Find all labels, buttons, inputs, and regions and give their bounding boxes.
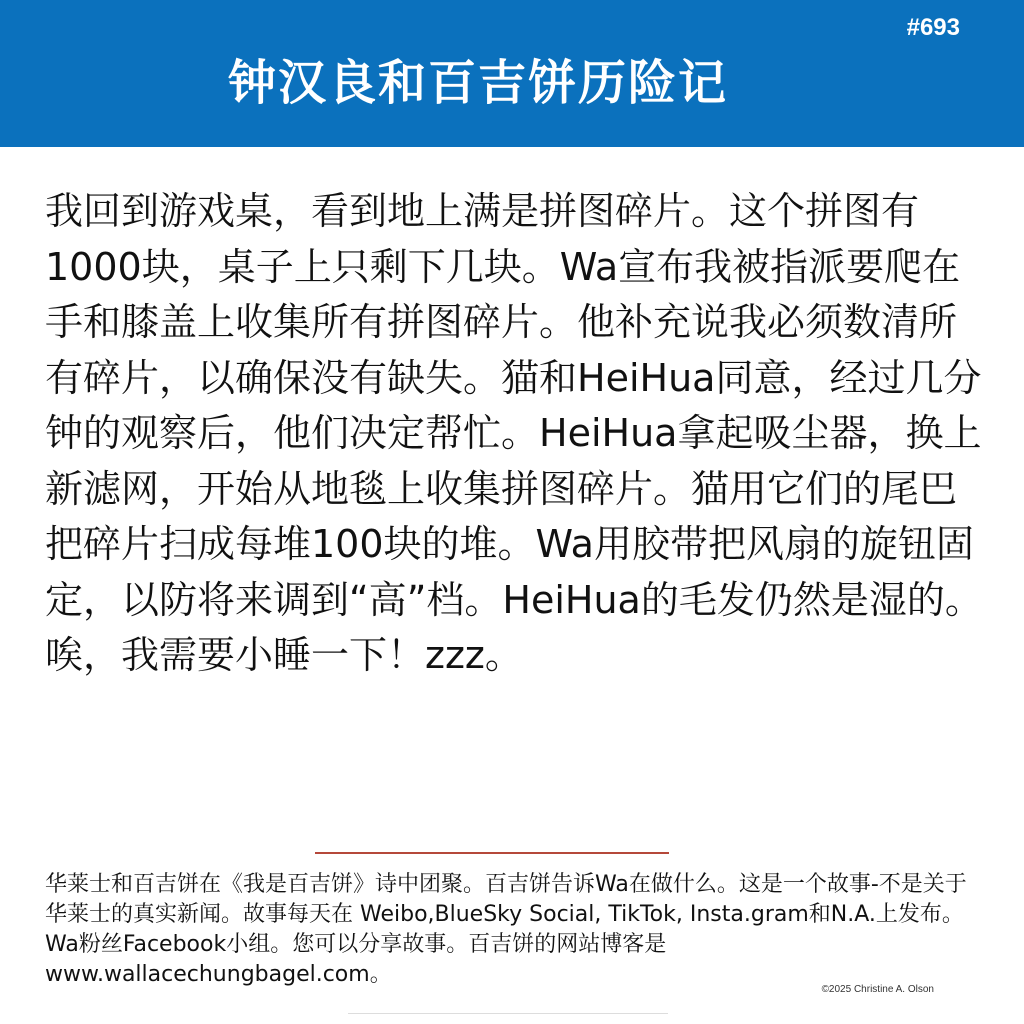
copyright-text: ©2025 Christine A. Olson [821,984,934,995]
page-title: 钟汉良和百吉饼历险记 [227,55,728,111]
header-banner [0,0,1024,147]
footer-note: 华莱士和百吉饼在《我是百吉饼》诗中团聚。百吉饼告诉Wa在做什么。这是一个故事-不是关于华莱士的真实新闻。故事每天在 Weibo,BlueSky Social, TikTok, Insta.gram和N.A.上发布。Wa粉丝Facebook小组。您可以分享故事。百吉饼的网站博客是www.wallacechungbagel.com。 [45,872,967,987]
episode-number: #693 [906,14,960,41]
bottom-divider [348,1013,668,1014]
section-divider [315,852,669,854]
story-text: 我回到游戏桌，看到地上满是拼图碎片。这个拼图有1000块，桌子上只剩下几块。Wa宣布我被指派要爬在手和膝盖上收集所有拼图碎片。他补充说我必须数清所有碎片，以确保没有缺失。猫和HeiHua同意，经过几分钟的观察后，他们决定帮忙。HeiHua拿起吸尘器，换上新滤网，开始从地毯上收集拼图碎片。猫用它们的尾巴把碎片扫成每堆100块的堆。Wa用胶带把风扇的旋钮固定，以防将来调到“高”档。HeiHua的毛发仍然是湿的。唉，我需要小睡一下！zzz。 [45,189,983,677]
